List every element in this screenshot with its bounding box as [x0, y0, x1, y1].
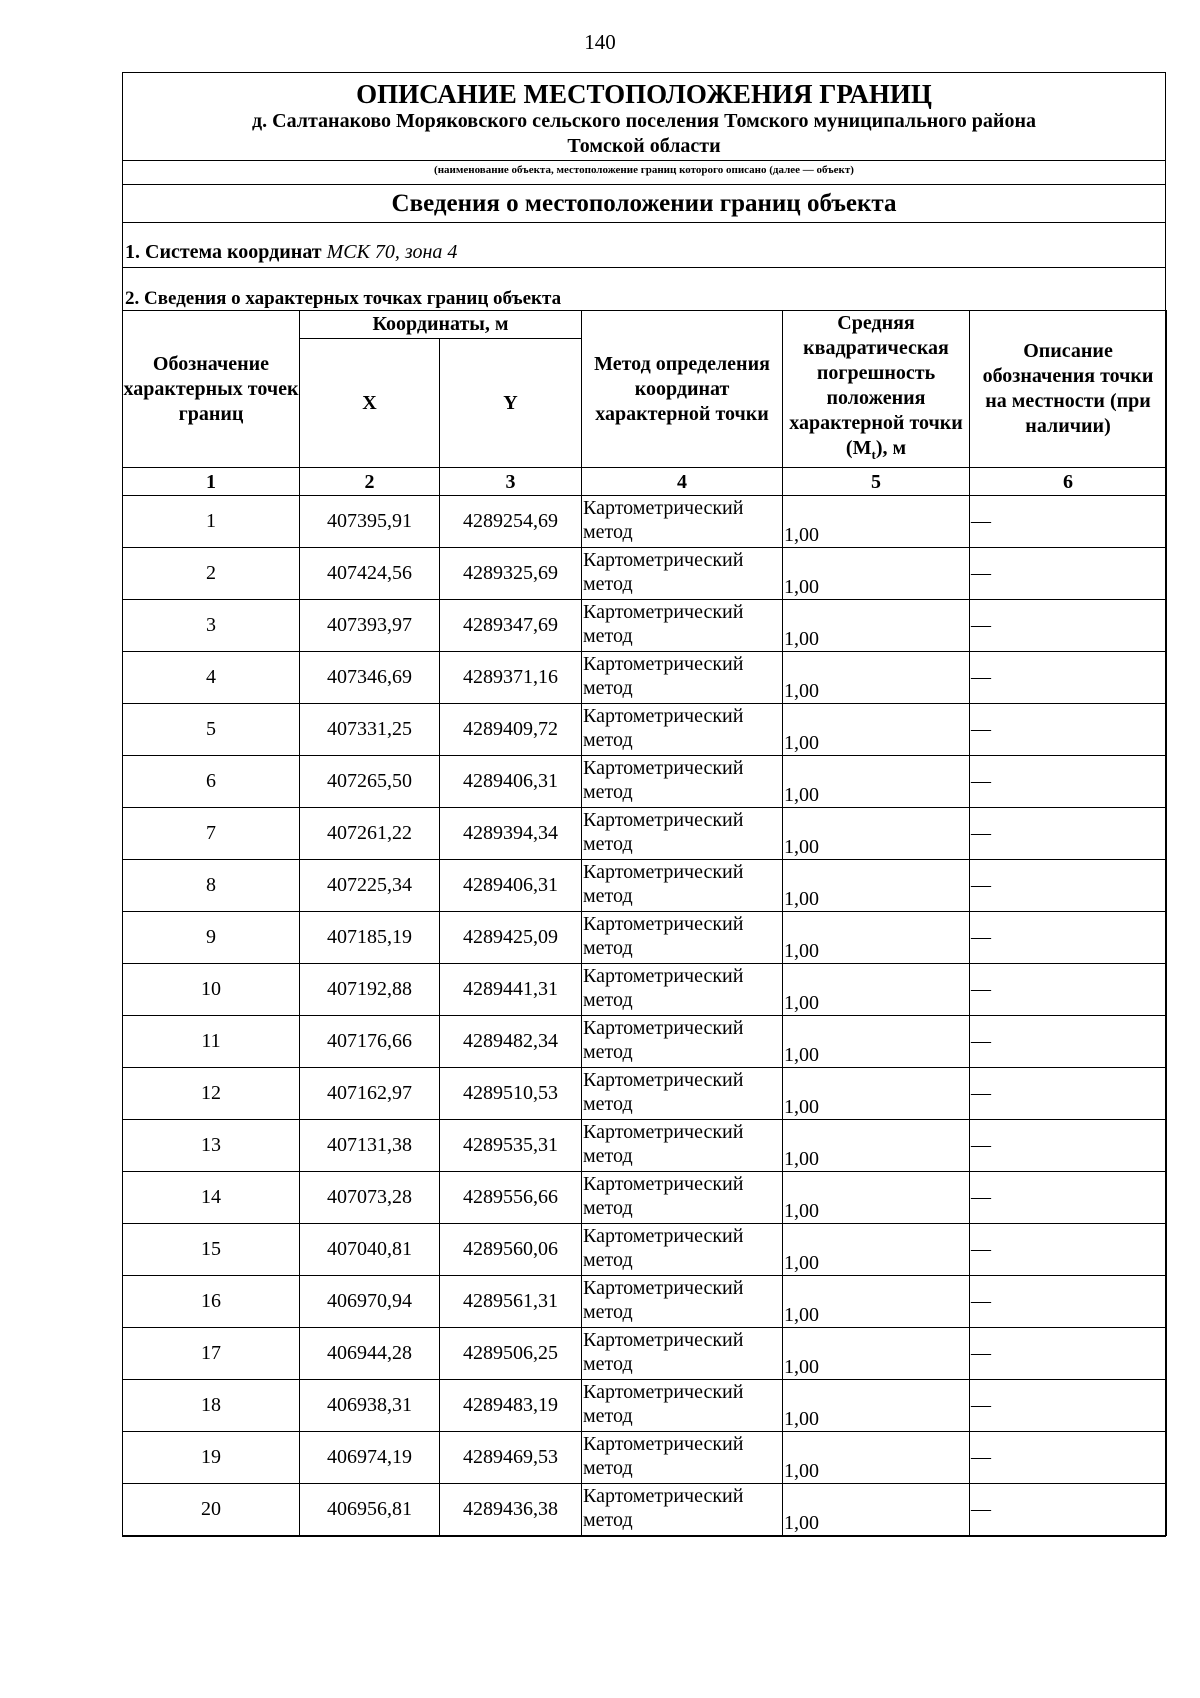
method-cell: [582, 1432, 783, 1484]
method-text-line2: метод: [583, 1197, 633, 1219]
error-value: 1,00: [783, 1432, 970, 1484]
coordinate-x: 407261,22: [300, 808, 440, 860]
coordinate-y: 4289406,31: [440, 860, 582, 912]
error-value: 1,00: [783, 808, 970, 860]
point-description: —: [970, 704, 1167, 756]
error-value: 1,00: [783, 704, 970, 756]
point-number: 17: [123, 1328, 300, 1380]
method-cell: [582, 964, 783, 1016]
method-text-line1: Картометрический: [583, 1225, 744, 1247]
point-description: —: [970, 1120, 1167, 1172]
method-cell: [582, 1016, 783, 1068]
document-subtitle-line2: Томской области: [567, 135, 721, 157]
method-text-line2: метод: [583, 1353, 633, 1375]
coordinate-x: 407176,66: [300, 1016, 440, 1068]
method-text-line2: метод: [583, 677, 633, 699]
method-cell: [582, 704, 783, 756]
header-error-text: Средняя квадратическая погрешность положения характерной точки (M: [789, 312, 963, 459]
table-row: [123, 1484, 1167, 1536]
column-number: 6: [970, 468, 1167, 496]
coordinate-x: 407265,50: [300, 756, 440, 808]
coordinate-y: 4289510,53: [440, 1068, 582, 1120]
table-row: [123, 1276, 1167, 1328]
point-description: —: [970, 1224, 1167, 1276]
method-cell: [582, 756, 783, 808]
point-description: —: [970, 1380, 1167, 1432]
method-text-line1: Картометрический: [583, 809, 744, 831]
table-row: [123, 652, 1167, 704]
point-number: 11: [123, 1016, 300, 1068]
table-row: [123, 496, 1167, 548]
column-numbers-row: [123, 468, 1167, 496]
coordinate-x: 407073,28: [300, 1172, 440, 1224]
table-row: [123, 1380, 1167, 1432]
method-text-line2: метод: [583, 625, 633, 647]
point-number: 18: [123, 1380, 300, 1432]
header-x: X: [300, 339, 440, 468]
coordinate-x: 407393,97: [300, 600, 440, 652]
error-value: 1,00: [783, 1328, 970, 1380]
method-cell: [582, 1120, 783, 1172]
table-row: [123, 548, 1167, 600]
point-number: 15: [123, 1224, 300, 1276]
point-number: 10: [123, 964, 300, 1016]
coordinate-y: 4289482,34: [440, 1016, 582, 1068]
error-value: 1,00: [783, 1484, 970, 1536]
method-text-line2: метод: [583, 1457, 633, 1479]
method-text-line2: метод: [583, 1301, 633, 1323]
error-value: 1,00: [783, 912, 970, 964]
method-text-line1: Картометрический: [583, 1329, 744, 1351]
table-row: [123, 1328, 1167, 1380]
coordinate-y: 4289436,38: [440, 1484, 582, 1536]
coordinate-y: 4289406,31: [440, 756, 582, 808]
header-error-subscript: t: [871, 447, 876, 462]
method-cell: [582, 1224, 783, 1276]
point-number: 8: [123, 860, 300, 912]
method-text-line1: Картометрический: [583, 497, 744, 519]
method-text-line1: Картометрический: [583, 1121, 744, 1143]
method-cell: [582, 548, 783, 600]
table-row: [123, 1016, 1167, 1068]
table-row: [123, 912, 1167, 964]
coordinate-x: 407131,38: [300, 1120, 440, 1172]
method-text-line1: Картометрический: [583, 757, 744, 779]
column-number: 2: [300, 468, 440, 496]
point-description: —: [970, 1172, 1167, 1224]
column-number: 5: [783, 468, 970, 496]
method-cell: [582, 496, 783, 548]
method-cell: [582, 912, 783, 964]
method-cell: [582, 1276, 783, 1328]
point-description: —: [970, 652, 1167, 704]
error-value: 1,00: [783, 600, 970, 652]
point-number: 5: [123, 704, 300, 756]
method-text-line1: Картометрический: [583, 549, 744, 571]
method-text-line2: метод: [583, 1041, 633, 1063]
document-subtitle-line1: д. Салтанаково Моряковского сельского поселения Томского муниципального района: [252, 110, 1036, 132]
error-value: 1,00: [783, 652, 970, 704]
coordinate-x: 406938,31: [300, 1380, 440, 1432]
coordinate-y: 4289556,66: [440, 1172, 582, 1224]
table-row: [123, 704, 1167, 756]
coordinate-y: 4289254,69: [440, 496, 582, 548]
point-number: 7: [123, 808, 300, 860]
table-row: [123, 1120, 1167, 1172]
point-description: —: [970, 1432, 1167, 1484]
error-value: 1,00: [783, 964, 970, 1016]
method-text-line1: Картометрический: [583, 1485, 744, 1507]
point-description: —: [970, 1068, 1167, 1120]
object-note: (наименование объекта, местоположение границ которого описано (далее — объект): [123, 161, 1165, 185]
coordinate-x: 407225,34: [300, 860, 440, 912]
coordinate-system-value: МСК 70, зона 4: [326, 241, 458, 263]
error-value: 1,00: [783, 860, 970, 912]
coordinate-y: 4289535,31: [440, 1120, 582, 1172]
coordinate-system-label: 1. Система координат: [125, 241, 322, 263]
error-value: 1,00: [783, 496, 970, 548]
coordinate-y: 4289325,69: [440, 548, 582, 600]
coordinate-y: 4289469,53: [440, 1432, 582, 1484]
coordinate-y: 4289394,34: [440, 808, 582, 860]
point-number: 20: [123, 1484, 300, 1536]
method-text-line1: Картометрический: [583, 1173, 744, 1195]
method-text-line2: метод: [583, 1093, 633, 1115]
point-description: —: [970, 1016, 1167, 1068]
method-text-line2: метод: [583, 573, 633, 595]
coordinate-x: 407185,19: [300, 912, 440, 964]
column-number: 1: [123, 468, 300, 496]
method-text-line2: метод: [583, 885, 633, 907]
table-body: [123, 496, 1167, 1536]
section-title: Сведения о местоположении границ объекта: [123, 185, 1165, 223]
point-number: 19: [123, 1432, 300, 1484]
coordinate-x: 406956,81: [300, 1484, 440, 1536]
error-value: 1,00: [783, 1068, 970, 1120]
method-cell: [582, 652, 783, 704]
point-description: —: [970, 912, 1167, 964]
coordinate-y: 4289425,09: [440, 912, 582, 964]
table-row: [123, 808, 1167, 860]
coordinate-y: 4289441,31: [440, 964, 582, 1016]
method-text-line1: Картометрический: [583, 1277, 744, 1299]
point-description: —: [970, 1276, 1167, 1328]
method-text-line2: метод: [583, 729, 633, 751]
coordinate-y: 4289560,06: [440, 1224, 582, 1276]
method-cell: [582, 808, 783, 860]
method-text-line1: Картометрический: [583, 1069, 744, 1091]
header-designation: Обозначение характерных точек границ: [123, 311, 300, 468]
point-number: 4: [123, 652, 300, 704]
coordinate-y: 4289506,25: [440, 1328, 582, 1380]
table-row: [123, 756, 1167, 808]
coordinate-x: 406970,94: [300, 1276, 440, 1328]
method-text-line2: метод: [583, 781, 633, 803]
error-value: 1,00: [783, 548, 970, 600]
method-text-line2: метод: [583, 833, 633, 855]
method-text-line1: Картометрический: [583, 705, 744, 727]
coordinate-y: 4289371,16: [440, 652, 582, 704]
point-description: —: [970, 1484, 1167, 1536]
coordinate-x: 406944,28: [300, 1328, 440, 1380]
method-cell: [582, 1328, 783, 1380]
coordinate-x: 407040,81: [300, 1224, 440, 1276]
table-row: [123, 1224, 1167, 1276]
table-row: [123, 1172, 1167, 1224]
error-value: 1,00: [783, 1172, 970, 1224]
column-number: 3: [440, 468, 582, 496]
point-number: 14: [123, 1172, 300, 1224]
coordinate-x: 406974,19: [300, 1432, 440, 1484]
coordinate-x: 407162,97: [300, 1068, 440, 1120]
point-number: 3: [123, 600, 300, 652]
point-number: 9: [123, 912, 300, 964]
method-cell: [582, 1484, 783, 1536]
error-value: 1,00: [783, 1120, 970, 1172]
boundary-description-document: [122, 72, 1166, 1537]
coordinate-x: 407331,25: [300, 704, 440, 756]
point-number: 2: [123, 548, 300, 600]
method-text-line2: метод: [583, 937, 633, 959]
method-text-line1: Картометрический: [583, 861, 744, 883]
coordinate-y: 4289561,31: [440, 1276, 582, 1328]
point-description: —: [970, 496, 1167, 548]
coordinate-system-line: [123, 223, 1165, 268]
method-cell: [582, 860, 783, 912]
method-text-line1: Картометрический: [583, 913, 744, 935]
boundary-points-table: [122, 310, 1167, 1536]
header-method: Метод определения координат характерной точки: [582, 311, 783, 468]
coordinate-x: 407346,69: [300, 652, 440, 704]
header-error-suffix: ), м: [875, 437, 907, 459]
error-value: 1,00: [783, 1016, 970, 1068]
point-description: —: [970, 860, 1167, 912]
coordinate-x: 407395,91: [300, 496, 440, 548]
method-text-line2: метод: [583, 1249, 633, 1271]
method-text-line1: Картометрический: [583, 653, 744, 675]
method-text-line1: Картометрический: [583, 965, 744, 987]
point-description: —: [970, 808, 1167, 860]
table-row: [123, 600, 1167, 652]
method-cell: [582, 1172, 783, 1224]
point-description: —: [970, 548, 1167, 600]
method-text-line2: метод: [583, 521, 633, 543]
method-cell: [582, 600, 783, 652]
error-value: 1,00: [783, 1380, 970, 1432]
table-row: [123, 860, 1167, 912]
coordinate-x: 407192,88: [300, 964, 440, 1016]
table-row: [123, 964, 1167, 1016]
error-value: 1,00: [783, 756, 970, 808]
page-number: 140: [584, 30, 616, 54]
table-row: [123, 1068, 1167, 1120]
coordinate-y: 4289347,69: [440, 600, 582, 652]
header-error: [783, 311, 970, 468]
point-number: 13: [123, 1120, 300, 1172]
method-text-line1: Картометрический: [583, 1433, 744, 1455]
point-description: —: [970, 1328, 1167, 1380]
method-text-line2: метод: [583, 989, 633, 1011]
point-number: 1: [123, 496, 300, 548]
header-coordinates: Координаты, м: [300, 311, 582, 339]
point-description: —: [970, 600, 1167, 652]
error-value: 1,00: [783, 1276, 970, 1328]
table-row: [123, 1432, 1167, 1484]
method-text-line1: Картометрический: [583, 601, 744, 623]
points-section-title: 2. Сведения о характерных точках границ объекта: [125, 288, 562, 309]
coordinate-y: 4289409,72: [440, 704, 582, 756]
method-text-line1: Картометрический: [583, 1017, 744, 1039]
point-description: —: [970, 964, 1167, 1016]
point-description: —: [970, 756, 1167, 808]
method-text-line2: метод: [583, 1405, 633, 1427]
point-number: 16: [123, 1276, 300, 1328]
coordinate-y: 4289483,19: [440, 1380, 582, 1432]
method-text-line1: Картометрический: [583, 1381, 744, 1403]
point-number: 12: [123, 1068, 300, 1120]
error-value: 1,00: [783, 1224, 970, 1276]
method-cell: [582, 1380, 783, 1432]
document-header: [123, 73, 1165, 161]
method-text-line2: метод: [583, 1509, 633, 1531]
point-number: 6: [123, 756, 300, 808]
column-number: 4: [582, 468, 783, 496]
method-cell: [582, 1068, 783, 1120]
header-description: Описание обозначения точки на местности (при наличии): [970, 311, 1167, 468]
method-text-line2: метод: [583, 1145, 633, 1167]
document-title: ОПИСАНИЕ МЕСТОПОЛОЖЕНИЯ ГРАНИЦ: [356, 79, 932, 109]
header-y: Y: [440, 339, 582, 468]
coordinate-x: 407424,56: [300, 548, 440, 600]
